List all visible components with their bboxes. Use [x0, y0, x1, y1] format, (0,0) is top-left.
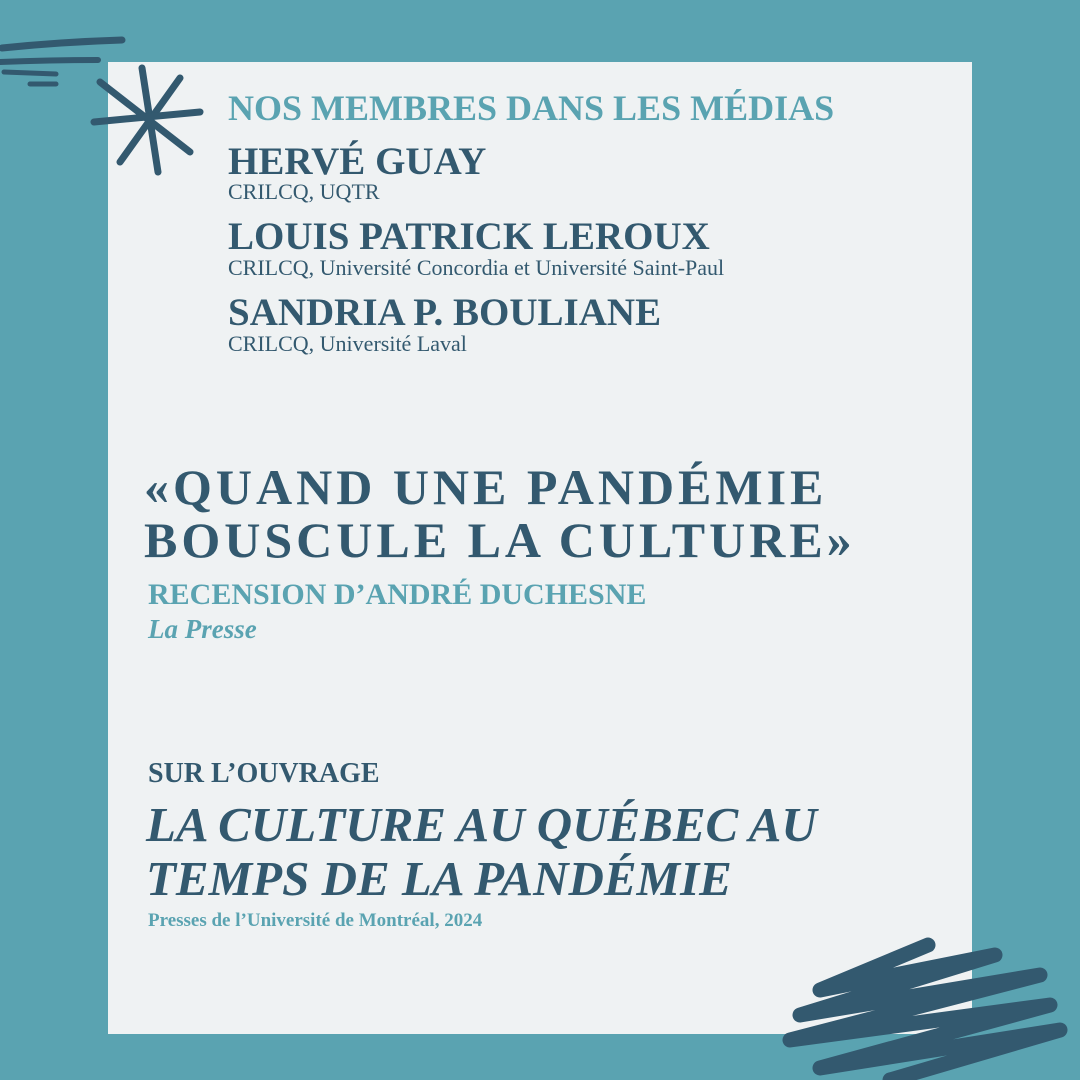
brush-stroke-lines-icon: [0, 40, 122, 84]
member-name: SANDRIA P. BOULIANE: [228, 291, 662, 334]
member-affiliation: CRILCQ, UQTR: [228, 179, 380, 204]
member-affiliation: CRILCQ, Université Laval: [228, 331, 467, 356]
member-name: LOUIS PATRICK LEROUX: [228, 215, 710, 258]
book-intro: SUR L’OUVRAGE: [148, 758, 380, 789]
member-name: HERVÉ GUAY: [228, 140, 487, 183]
review-byline: RECENSION D’ANDRÉ DUCHESNE: [148, 578, 647, 611]
asterisk-star-icon: [94, 68, 200, 172]
book-title-line2: TEMPS DE LA PANDÉMIE: [146, 851, 732, 906]
article-title-line2: BOUSCULE LA CULTURE»: [144, 512, 856, 568]
scribble-icon: [790, 945, 1060, 1080]
book-title-line1: LA CULTURE AU QUÉBEC AU: [146, 797, 817, 852]
media-outlet: La Presse: [148, 614, 257, 644]
section-heading: NOS MEMBRES DANS LES MÉDIAS: [228, 88, 835, 128]
publisher-info: Presses de l’Université de Montréal, 2024: [148, 910, 483, 931]
article-title-line1: «QUAND UNE PANDÉMIE: [144, 459, 828, 515]
member-affiliation: CRILCQ, Université Concordia et Université Saint-Paul: [228, 255, 725, 280]
